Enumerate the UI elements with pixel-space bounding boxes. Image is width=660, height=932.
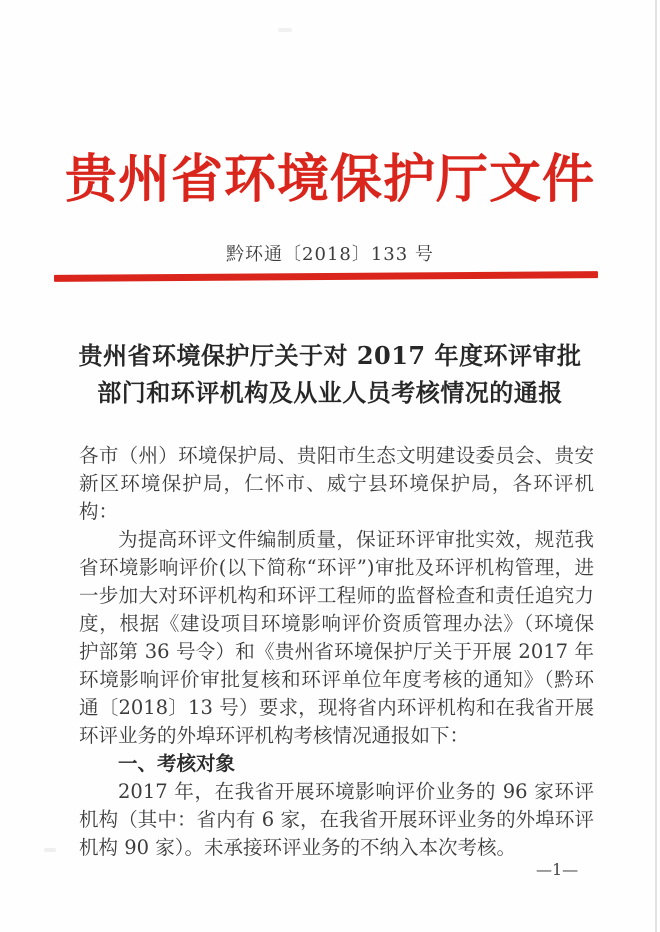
- section-heading: 一、考核对象: [118, 752, 236, 775]
- scan-speck-artifact: [44, 848, 56, 852]
- document-title: [30, 337, 630, 411]
- body-paragraph: 为提高环评文件编制质量，保证环评审批实效，规范我省环境影响评价(以下简称“环评”)审批及环评机构管理，进一步加大对环评机构和环评工程师的监督检查和责任追究力度，根据《建设项目环境影响评价资质管理办法》（环境保护部第 36 号令）和《贵州省环境保护厅关于开展 2017 年环境影响评价审批复核和环评单位年度考核的通知》（黔环通〔2018〕13 号）要求，现将省内环评机构和在我省开展环评业务的外埠环评机构考核情况通报如下：: [79, 528, 594, 747]
- agency-letterhead-title: 贵州省环境保护厅文件: [64, 149, 595, 210]
- document-title-line2: 部门和环评机构及从业人员考核情况的通报: [97, 378, 563, 407]
- addressee-paragraph: 各市（州）环境保护局、贵阳市生态文明建设委员会、贵安新区环境保护局，仁怀市、威宁县环境保护局，各环评机构：: [79, 444, 594, 523]
- body-paragraph: 2017 年，在我省开展环境影响评价业务的 96 家环评机构（其中：省内有 6 家，在我省开展环评业务的外埠环评机构 90 家）。未承接环评业务的不纳入本次考核。: [79, 780, 594, 859]
- scan-edge-artifact: [655, 0, 657, 932]
- document-body: [79, 442, 594, 862]
- document-reference-number: 黔环通〔2018〕133 号: [226, 244, 434, 265]
- page-number: —1—: [536, 860, 579, 879]
- scan-speck-artifact: [278, 28, 292, 32]
- document-title-line1: 贵州省环境保护厅关于对 2017 年度环评审批: [78, 341, 582, 370]
- red-separator-rule: [54, 271, 598, 282]
